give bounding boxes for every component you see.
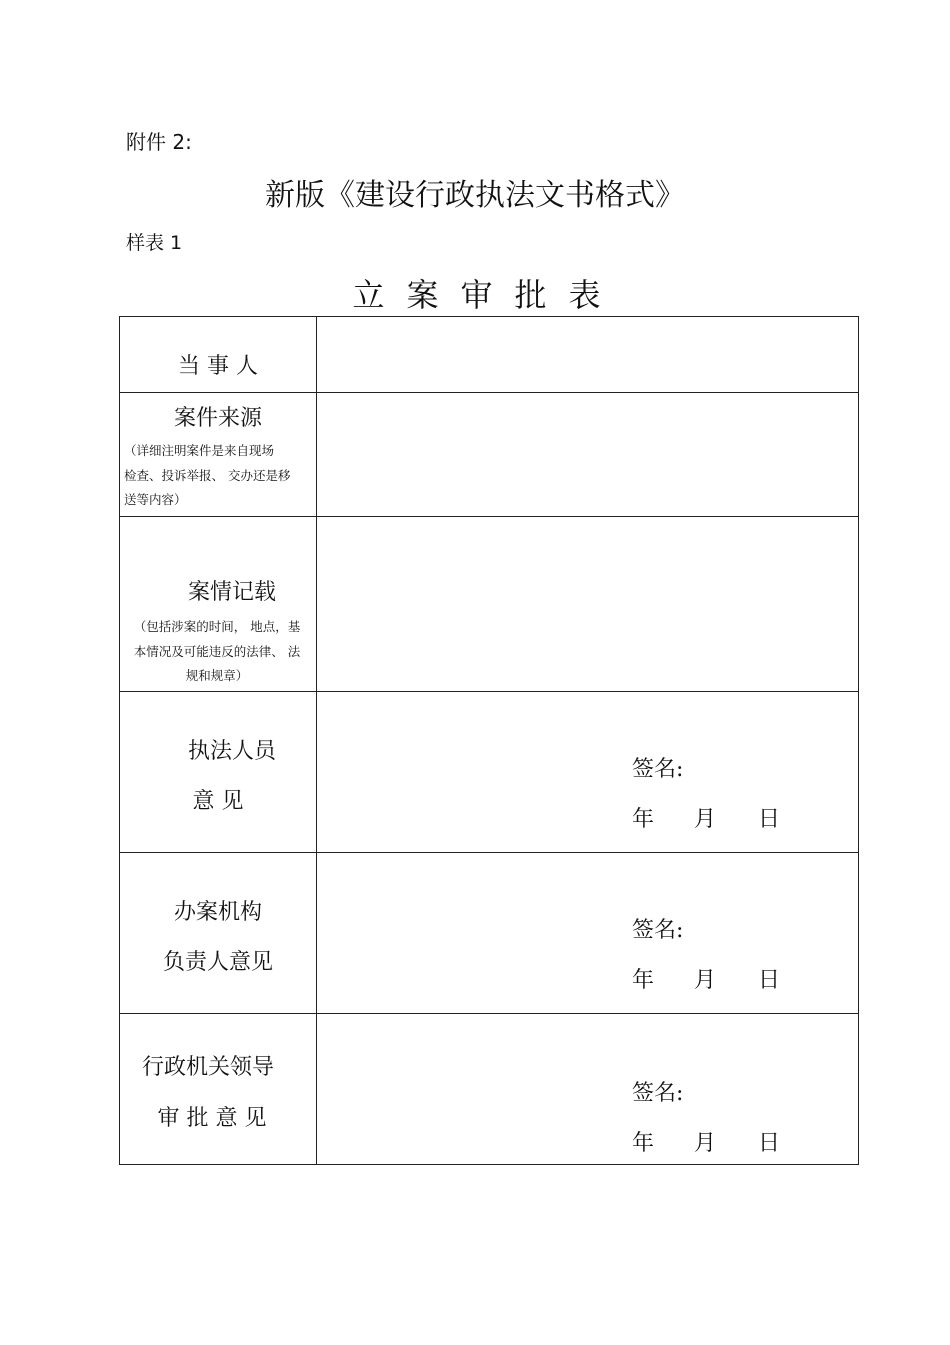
case-source-label-cell [120,393,317,516]
leader-approval-input-cell[interactable] [317,1014,858,1164]
officer-opinion-label-line2: 意 见 [192,789,244,814]
month-label: 月 [694,807,717,832]
case-source-note-line: 检查、投诉举报、 交办还是移 [124,467,291,483]
agency-head-label-cell [120,853,317,1013]
signature-label: 签名: [632,918,684,943]
day-label: 日 [758,968,781,993]
attachment-label: 附件 2: [126,130,192,154]
case-source-note [124,439,310,513]
case-source-note-line: 送等内容） [124,492,187,507]
day-label: 日 [758,807,781,832]
document-title: 新版《建设行政执法文书格式》 [265,178,685,213]
signature-date [632,802,780,833]
leader-approval-label-line2: 审 批 意 见 [157,1106,267,1131]
signature-label: 签名: [632,1081,684,1106]
table-row-case-source [119,392,859,516]
case-source-note-line: （详细注明案件是来自现场 [124,443,275,458]
approval-form-table [119,316,859,1164]
leader-approval-label-line1: 行政机关领导 [141,1055,274,1080]
case-details-note-line: 本情况及可能违反的法律、 法 [133,643,301,659]
case-source-input-cell[interactable] [317,393,858,516]
table-row-leader-approval [119,1013,859,1165]
case-source-label: 案件来源 [173,406,262,431]
party-label: 当 事 人 [178,354,258,379]
party-input-cell[interactable] [317,317,858,392]
year-label: 年 [632,968,655,993]
case-details-label-cell [120,517,317,691]
table-row-agency-head-opinion [119,852,859,1013]
form-title: 立案审批表 [352,276,623,314]
officer-opinion-input-cell[interactable] [317,692,858,852]
signature-label: 签名: [632,757,684,782]
month-label: 月 [694,968,717,993]
sample-label: 样表 1 [126,232,183,254]
officer-opinion-label-line1: 执法人员 [187,739,276,764]
year-label: 年 [632,1131,655,1156]
case-details-note-line: 规和规章） [185,668,249,683]
agency-head-label-line2: 负责人意见 [162,950,273,975]
case-details-label: 案情记载 [187,580,276,605]
table-row-officer-opinion [119,691,859,852]
case-details-note-line: （包括涉案的时间， 地点，基 [133,619,301,634]
leader-approval-label-cell [120,1014,317,1164]
month-label: 月 [694,1131,717,1156]
officer-opinion-label-cell [120,692,317,852]
agency-head-input-cell[interactable] [317,853,858,1013]
case-details-note [124,615,310,689]
table-row-party [119,316,859,392]
signature-date [632,1126,780,1157]
agency-head-label-line1: 办案机构 [173,900,262,925]
case-details-input-cell[interactable] [317,517,858,691]
year-label: 年 [632,807,655,832]
table-row-case-details [119,516,859,691]
day-label: 日 [758,1131,781,1156]
signature-date [632,963,780,994]
party-label-cell [120,317,317,392]
